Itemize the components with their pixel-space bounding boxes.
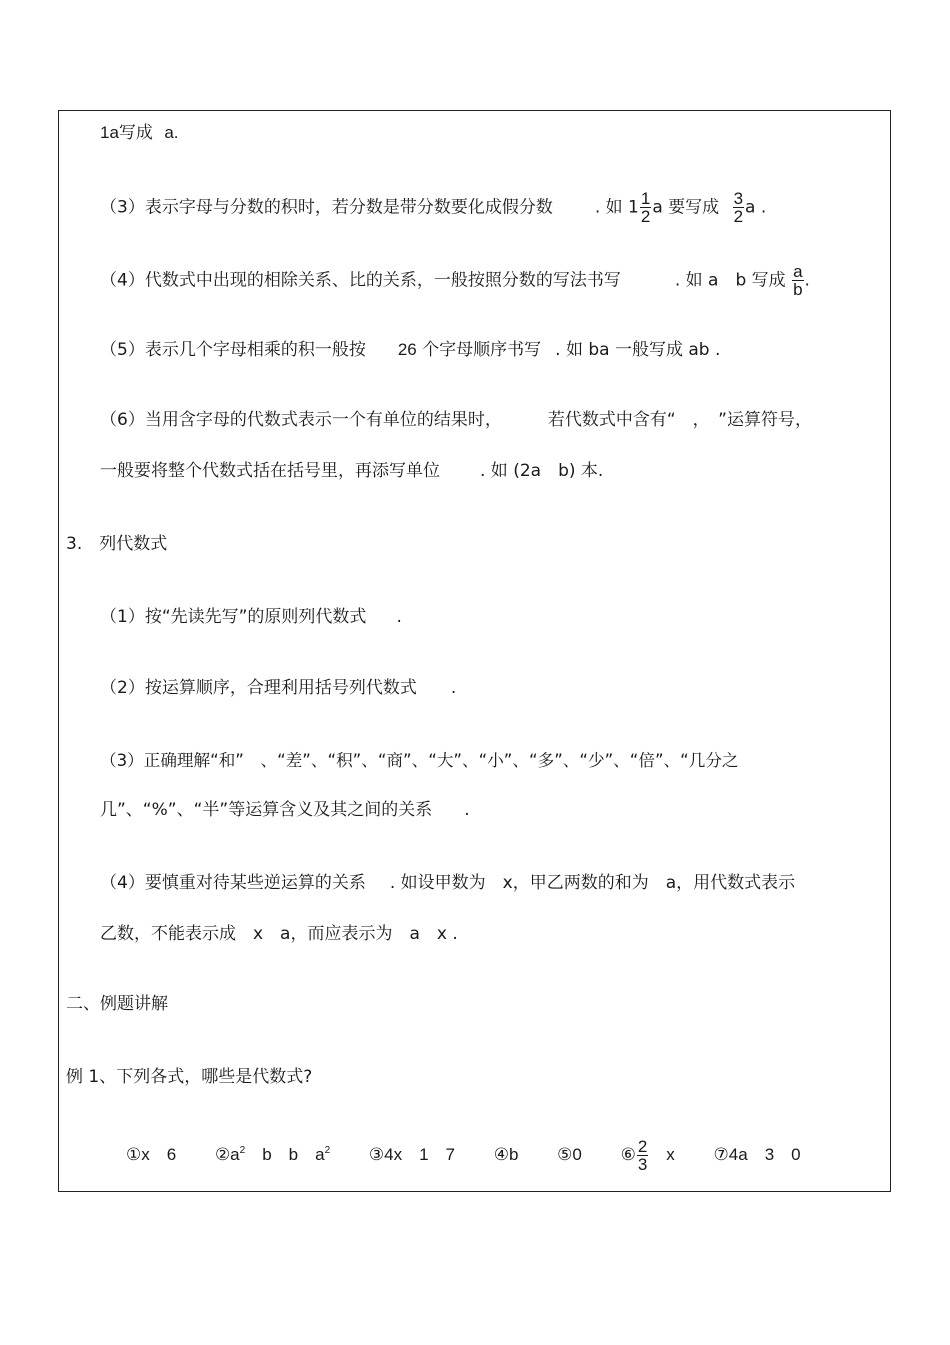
fraction-a-b [792,263,803,298]
rule-5-letter-order [100,339,720,361]
text-dot: . [173,123,179,142]
item-2-exp: 2 [239,1144,246,1156]
fraction-denominator: b [793,280,803,299]
rule-4-example: . 如 a b 写成 [674,270,786,291]
fraction-numerator: 1 [640,189,651,208]
fraction-2-3 [637,1138,648,1173]
rule-3-result: a . [745,197,767,218]
item-6-x: x [649,1144,675,1164]
section-2-heading [66,993,168,1015]
rule-6-example: . 如 (2a b) 本. [480,461,604,481]
rule-5-text-2: 个字母顺序书写 [422,340,542,360]
fraction-numerator: 2 [637,1137,648,1156]
point-4-text-2: . 如设甲数为 x，甲乙两数的和为 a，用代数式表示 [389,873,796,893]
text-write-as: 写成 [118,123,153,143]
rule-4-division [100,263,810,298]
item-7: ⑦4a 3 0 [713,1144,801,1164]
rule-3-text: （3）表示字母与分数的积时，若分数是带分数要化成假分数 [100,197,553,218]
point-1-text: （1）按“先读先写”的原则列代数式 [100,607,367,627]
rule-6-text-2: 若代数式中含有“ ， ”运算符号， [547,410,812,430]
fraction-1-2 [640,190,651,225]
item-2-a: ②a [214,1144,240,1164]
point-4-line1 [100,872,795,894]
rule-5-text: （5）表示几个字母相乘的积一般按 [100,340,366,360]
point-2-text: （2）按运算顺序，合理利用括号列代数式 [100,678,417,698]
fraction-denominator: 2 [640,207,651,226]
rule-3-write-as: a 要写成 [652,197,720,218]
rule-6-text: （6）当用含字母的代数式表示一个有单位的结果时， [100,410,502,430]
fraction-denominator: 2 [733,207,744,226]
line-1a-write-a [100,122,179,144]
point-2 [100,677,456,699]
point-4-line2 [100,923,458,945]
example-1-items [126,1138,801,1173]
section-3-heading [66,533,167,555]
rule-3-mixed-fraction [100,190,766,225]
item-2-b: b b a [245,1144,325,1164]
rule-6-units-line1 [100,409,812,431]
item-2-exp-2: 2 [324,1144,331,1156]
fraction-numerator: a [793,262,803,281]
point-4-text-3: 乙数，不能表示成 x a，而应表示为 a x . [100,924,458,944]
item-6 [621,1138,675,1173]
point-3-text-2: 几”、“%”、“半”等运算含义及其之间的关系 [100,800,433,820]
item-3: ③4x 1 7 [368,1144,455,1164]
section-3-title: 3. 列代数式 [66,534,168,554]
example-1-text: 例 1、下列各式，哪些是代数式? [66,1067,313,1087]
rule-5-result: ab . [688,340,721,360]
item-6-label: ⑥ [620,1144,636,1164]
text-a: a [164,123,174,142]
rule-5-number: 26 [397,340,417,359]
section-2-title: 二、例题讲解 [66,994,168,1014]
item-1: ①x 6 [126,1144,177,1164]
point-3-line2 [100,799,470,821]
rule-5-example: . 如 ba 一般写成 [555,340,683,360]
item-2 [215,1144,330,1166]
fraction-denominator: 3 [637,1155,648,1174]
item-5: ⑤0 [557,1144,582,1164]
text-1a: 1a [100,123,119,142]
rule-4-text: （4）代数式中出现的相除关系、比的关系，一般按照分数的写法书写 [100,270,621,291]
point-3-line1 [100,750,739,772]
point-1 [100,606,402,628]
fraction-3-2 [733,190,744,225]
item-4: ④b [493,1144,519,1164]
point-4-text: （4）要慎重对待某些逆运算的关系 [100,873,366,893]
rule-4-dot: . [804,270,810,291]
rule-6-units-line2 [100,460,603,482]
example-1-question [66,1066,312,1088]
point-2-dot: . [450,678,457,698]
rule-6-text-3: 一般要将整个代数式括在括号里，再添写单位 [100,461,440,481]
point-3-text: （3）正确理解“和” 、“差”、“积”、“商”、“大”、“小”、“多”、“少”、“倍”、“几分之 [100,751,739,770]
fraction-numerator: 3 [733,189,744,208]
point-1-dot: . [396,607,402,627]
rule-3-example: . 如 1 [594,197,639,218]
point-3-dot: . [464,800,470,820]
